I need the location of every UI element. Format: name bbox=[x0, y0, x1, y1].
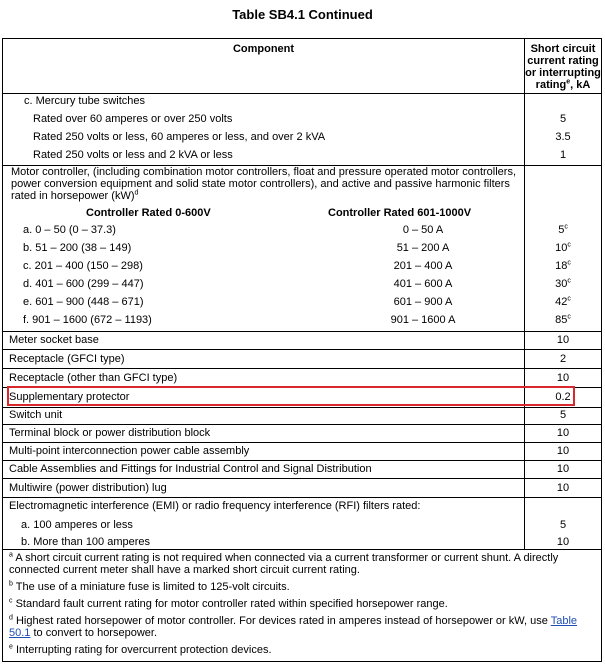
motor-row-f-sup: c bbox=[567, 313, 571, 321]
item-terminal-text: Terminal block or power distribution block bbox=[9, 427, 211, 439]
footnote-d-text: Highest rated horsepower of motor controller. For devices rated in amperes instead of horsepower or kW, use bbox=[15, 615, 548, 627]
motor-row-d-value bbox=[525, 278, 601, 291]
mercury-row-3-text: Rated 250 volts or less and 2 kVA or less bbox=[33, 149, 233, 161]
footnote-e-text: Interrupting rating for overcurrent protection devices. bbox=[15, 644, 272, 656]
header-rating-sup: e bbox=[566, 78, 571, 86]
item-terminal-value: 10 bbox=[556, 427, 570, 439]
rating-table bbox=[2, 38, 602, 662]
mercury-row-1-text: Rated over 60 amperes or over 250 volts bbox=[33, 113, 233, 125]
motor-row-e-sup: c bbox=[567, 295, 571, 303]
emi-row-a-value: 5 bbox=[559, 519, 567, 531]
mercury-row-2-text: Rated 250 volts or less, 60 amperes or less, and over 2 kVA bbox=[33, 131, 326, 143]
row-divider bbox=[3, 497, 601, 498]
footnote-b-text: The use of a miniature fuse is limited to 125-volt circuits. bbox=[15, 581, 290, 593]
item-gfci-text: Receptacle (GFCI type) bbox=[9, 353, 125, 365]
item-meter-value: 10 bbox=[556, 334, 570, 346]
item-meter-text: Meter socket base bbox=[9, 334, 99, 346]
motor-row-f-high: 901 – 1600 A bbox=[390, 314, 456, 326]
header-rating bbox=[525, 43, 601, 91]
header-divider bbox=[3, 93, 601, 94]
motor-row-a-num: 5 bbox=[558, 224, 565, 236]
footnote-c-marker: c bbox=[9, 597, 13, 605]
motor-row-b-value bbox=[525, 242, 601, 255]
item-multipoint-text: Multi-point interconnection power cable assembly bbox=[9, 445, 250, 457]
item-switch-text: Switch unit bbox=[9, 409, 63, 421]
motor-divider bbox=[3, 331, 601, 332]
motor-row-c-high: 201 – 400 A bbox=[393, 260, 453, 272]
motor-row-c-num: 18 bbox=[555, 260, 568, 272]
motor-row-b-num: 10 bbox=[555, 242, 568, 254]
controller-header-low: Controller Rated 0-600V bbox=[86, 207, 211, 219]
footnote-a-marker: a bbox=[9, 551, 13, 559]
row-divider bbox=[3, 442, 601, 443]
motor-description-sup: d bbox=[134, 189, 139, 197]
footnote-e bbox=[9, 644, 597, 656]
emi-row-a-text: a. 100 amperes or less bbox=[21, 519, 133, 531]
header-rating-unit: , kA bbox=[570, 79, 591, 91]
header-rating-line3: or interrupting bbox=[525, 67, 601, 79]
motor-row-b-low: b. 51 – 200 (38 – 149) bbox=[23, 242, 132, 254]
row-divider bbox=[3, 424, 601, 425]
motor-row-e-high: 601 – 900 A bbox=[393, 296, 453, 308]
motor-row-a-value bbox=[525, 224, 601, 237]
motor-row-d-low: d. 401 – 600 (299 – 447) bbox=[23, 278, 144, 290]
footnote-e-marker: e bbox=[9, 643, 13, 651]
row-divider bbox=[3, 368, 601, 369]
item-receptacle-text: Receptacle (other than GFCI type) bbox=[9, 372, 178, 384]
motor-row-c-value bbox=[525, 260, 601, 273]
motor-row-c-low: c. 201 – 400 (150 – 298) bbox=[23, 260, 143, 272]
motor-row-a-low: a. 0 – 50 (0 – 37.3) bbox=[23, 224, 116, 236]
motor-row-e-num: 42 bbox=[555, 296, 568, 308]
motor-row-b-sup: c bbox=[567, 241, 571, 249]
motor-row-c-sup: c bbox=[567, 259, 571, 267]
item-lug-text: Multiwire (power distribution) lug bbox=[9, 482, 167, 494]
motor-row-b-high: 51 – 200 A bbox=[396, 242, 450, 254]
mercury-label: c. Mercury tube switches bbox=[24, 95, 146, 107]
motor-row-e-value bbox=[525, 296, 601, 309]
footnote-d-marker: d bbox=[9, 614, 13, 622]
motor-row-f-num: 85 bbox=[555, 314, 568, 326]
footnote-b-marker: b bbox=[9, 580, 13, 588]
item-supplementary-value: 0.2 bbox=[555, 391, 571, 403]
footnote-d bbox=[9, 615, 597, 639]
mercury-row-3-value: 1 bbox=[559, 149, 567, 161]
footnote-a-text: A short circuit current rating is not required when connected via a current transformer or current shunt. A directly connected current meter shall have a marked short circuit current rating. bbox=[9, 552, 559, 576]
row-divider bbox=[3, 349, 601, 350]
footnote-divider bbox=[3, 549, 601, 550]
footnote-c bbox=[9, 598, 597, 610]
header-rating-word: rating bbox=[535, 79, 567, 91]
row-divider bbox=[3, 407, 601, 408]
item-supplementary-text: Supplementary protector bbox=[9, 391, 130, 403]
mercury-row-2-value: 3.5 bbox=[555, 131, 571, 143]
motor-row-a-high: 0 – 50 A bbox=[402, 224, 444, 236]
controller-header-high: Controller Rated 601-1000V bbox=[328, 207, 472, 219]
table-title: Table SB4.1 Continued bbox=[232, 7, 373, 22]
emi-row-b-value: 10 bbox=[556, 536, 570, 548]
item-receptacle-value: 10 bbox=[556, 372, 570, 384]
motor-row-f-value bbox=[525, 314, 601, 327]
item-switch-value: 5 bbox=[559, 409, 567, 421]
motor-row-d-sup: c bbox=[567, 277, 571, 285]
header-rating-line4 bbox=[525, 79, 601, 91]
footnote-b bbox=[9, 581, 597, 593]
header-rating-line1: Short circuit bbox=[530, 43, 596, 55]
motor-row-d-num: 30 bbox=[555, 278, 568, 290]
highlight-box bbox=[7, 386, 575, 406]
footnote-d-end: to convert to horsepower. bbox=[33, 627, 157, 639]
row-divider bbox=[3, 478, 601, 479]
motor-description-text: Motor controller, (including combination motor controllers, float and pressure operated motor controllers, power conversion equipment and solid state motor controllers), and active and passive harmonic filters rated in horsepower (kW) bbox=[11, 166, 517, 202]
footnote-a bbox=[9, 552, 597, 576]
mercury-row-1-value: 5 bbox=[559, 113, 567, 125]
row-divider bbox=[3, 460, 601, 461]
table-50-1-link[interactable]: Table 50.1 bbox=[9, 615, 578, 639]
item-cable-value: 10 bbox=[556, 463, 570, 475]
item-multipoint-value: 10 bbox=[556, 445, 570, 457]
motor-description bbox=[11, 166, 523, 202]
motor-row-a-sup: c bbox=[564, 223, 568, 231]
item-gfci-value: 2 bbox=[559, 353, 567, 365]
emi-row-b-text: b. More than 100 amperes bbox=[21, 536, 151, 548]
footnote-c-text: Standard fault current rating for motor controller rated within specified horsepower range. bbox=[15, 598, 448, 610]
item-lug-value: 10 bbox=[556, 482, 570, 494]
item-cable-text: Cable Assemblies and Fittings for Industrial Control and Signal Distribution bbox=[9, 463, 372, 475]
header-rating-line2: current rating bbox=[527, 55, 599, 67]
motor-row-d-high: 401 – 600 A bbox=[393, 278, 453, 290]
motor-row-e-low: e. 601 – 900 (448 – 671) bbox=[23, 296, 144, 308]
emi-label: Electromagnetic interference (EMI) or radio frequency interference (RFI) filters rated: bbox=[9, 500, 421, 512]
motor-row-f-low: f. 901 – 1600 (672 – 1193) bbox=[23, 314, 152, 326]
header-component: Component bbox=[232, 43, 295, 55]
